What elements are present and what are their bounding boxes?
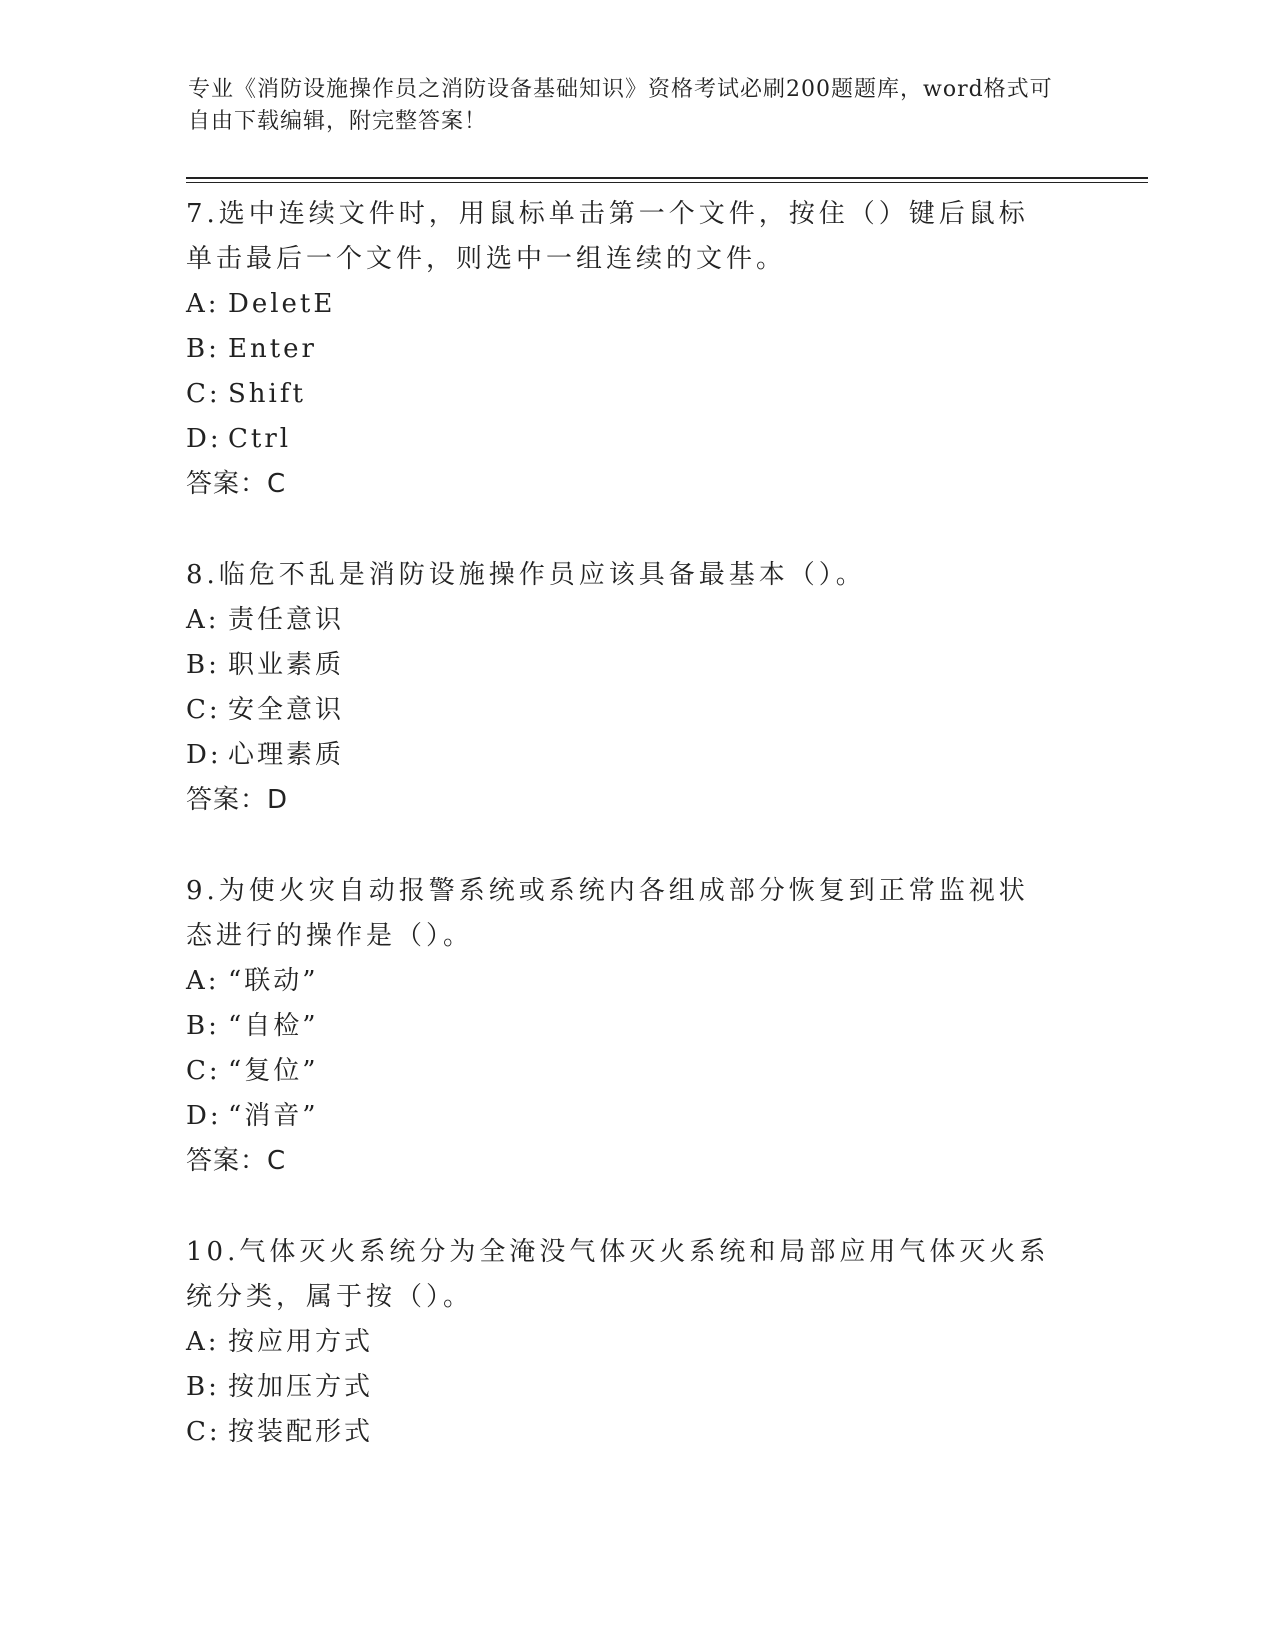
option-a	[186, 959, 1086, 1004]
question-stem: 7.选中连续文件时，用鼠标单击第一个文件，按住（）键后鼠标单击最后一个文件，则选中一组连续的文件。	[186, 199, 1029, 274]
option-text: “自检”	[228, 1011, 319, 1041]
option-b	[186, 643, 1086, 688]
option-c	[186, 1049, 1086, 1094]
option-text: Shift	[228, 379, 306, 409]
question-10	[186, 1230, 1086, 1455]
question-8	[186, 553, 1086, 823]
option-letter: C:	[186, 695, 221, 725]
option-text: “联动”	[228, 966, 319, 996]
question-list	[186, 192, 1086, 1501]
question-stem: 9.为使火灾自动报警系统或系统内各组成部分恢复到正常监视状态进行的操作是（）。	[186, 876, 1029, 951]
option-c	[186, 688, 1086, 733]
option-letter: B:	[186, 1372, 220, 1402]
option-b	[186, 1004, 1086, 1049]
option-a	[186, 1320, 1086, 1365]
option-text: Enter	[228, 334, 317, 364]
question-7	[186, 192, 1086, 507]
option-letter: B:	[186, 334, 220, 364]
header-divider-thin	[186, 182, 1148, 183]
option-letter: D:	[186, 740, 222, 770]
option-letter: A:	[186, 289, 220, 319]
option-text: 按应用方式	[228, 1327, 374, 1357]
option-letter: B:	[186, 1011, 220, 1041]
option-c	[186, 372, 1086, 417]
option-letter: A:	[186, 1327, 220, 1357]
header-divider-thick	[186, 177, 1148, 179]
option-text: “消音”	[228, 1101, 319, 1131]
option-a	[186, 598, 1086, 643]
option-a	[186, 282, 1086, 327]
option-text: 安全意识	[228, 695, 345, 725]
question-9	[186, 869, 1086, 1184]
option-c	[186, 1410, 1086, 1455]
option-letter: C:	[186, 379, 221, 409]
option-b	[186, 327, 1086, 372]
option-text: Ctrl	[228, 424, 292, 454]
option-letter: C:	[186, 1056, 221, 1086]
option-text: 按装配形式	[228, 1417, 374, 1447]
option-letter: D:	[186, 424, 222, 454]
question-stem: 10.气体灭火系统分为全淹没气体灭火系统和局部应用气体灭火系统分类，属于按（）。	[186, 1237, 1050, 1312]
answer-line: 答案：C	[186, 469, 287, 499]
option-text: 职业素质	[228, 650, 345, 680]
option-text: DeletE	[228, 289, 336, 319]
answer-line: 答案：D	[186, 785, 289, 815]
option-text: 按加压方式	[228, 1372, 374, 1402]
question-stem: 8.临危不乱是消防设施操作员应该具备最基本（）。	[186, 560, 866, 590]
option-text: 心理素质	[228, 740, 345, 770]
option-d	[186, 1094, 1086, 1139]
option-letter: A:	[186, 966, 220, 996]
option-letter: A:	[186, 605, 220, 635]
option-d	[186, 417, 1086, 462]
option-b	[186, 1365, 1086, 1410]
option-text: 责任意识	[228, 605, 345, 635]
document-header: 专业《消防设施操作员之消防设备基础知识》资格考试必刷200题题库，word格式可自由下载编辑，附完整答案！	[188, 77, 1053, 134]
option-d	[186, 733, 1086, 778]
answer-line: 答案：C	[186, 1146, 287, 1176]
option-letter: B:	[186, 650, 220, 680]
option-letter: D:	[186, 1101, 222, 1131]
option-text: “复位”	[228, 1056, 319, 1086]
option-letter: C:	[186, 1417, 221, 1447]
